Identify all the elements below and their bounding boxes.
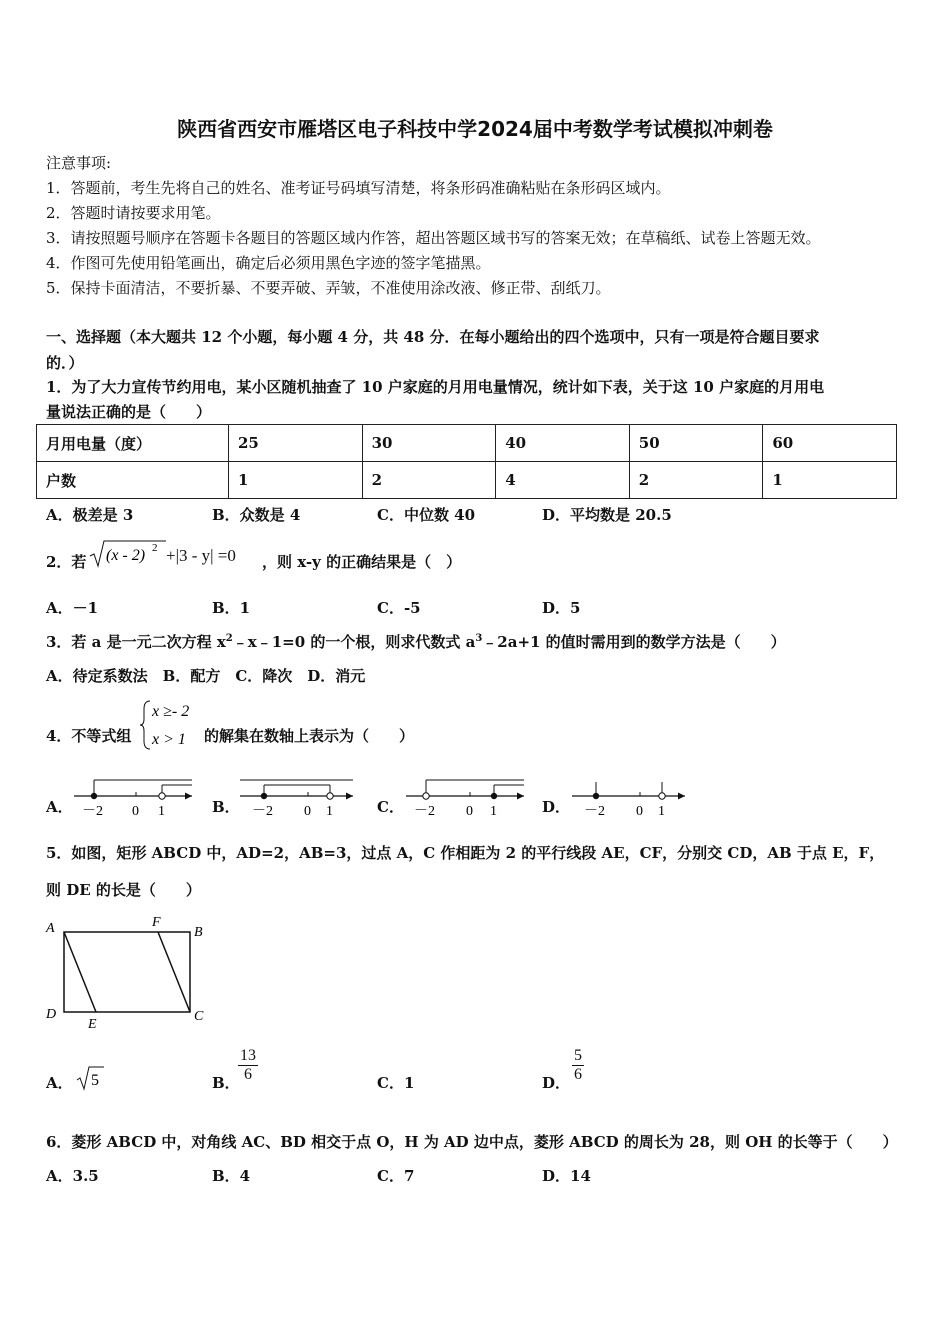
q5-stem: 5．如图，矩形 ABCD 中，AD=2，AB=3，过点 A，C 作相距为 2 的平行线段 AE，CF，分别交 CD，AB 于点 E，F， <box>46 844 885 862</box>
table-cell: 30 <box>362 425 496 462</box>
point-label: B <box>194 925 203 940</box>
q3-options[interactable]: A．待定系数法 B．配方 C．降次 D．消元 <box>46 667 366 685</box>
q4-option-c-label[interactable]: C． <box>377 798 404 816</box>
axis-label: －2 <box>252 804 273 819</box>
q6-option-c[interactable]: C．7 <box>377 1167 415 1185</box>
notice-item: 4．作图可先使用铅笔画出，确定后必须用黑色字迹的签字笔描黑。 <box>46 254 491 272</box>
q3-sup-1: 2 <box>225 633 233 644</box>
q5-option-d-fraction <box>572 1047 584 1084</box>
q4-suffix: 的解集在数轴上表示为（ ） <box>204 727 415 745</box>
notice-item: 3．请按照题号顺序在答题卡各题目的答题区域内作答，超出答题区域书写的答案无效；在草稿纸、试卷上答题无效。 <box>46 229 821 247</box>
q1-stem-cont: 量说法正确的是（ ） <box>46 403 212 421</box>
table-cell: 60 <box>763 425 897 462</box>
q4-prefix: 4．不等式组 <box>46 727 132 745</box>
fraction-numerator: 5 <box>574 1047 582 1064</box>
q5-option-a-sqrt <box>76 1064 106 1092</box>
table-cell: 户数 <box>37 462 229 499</box>
segment-ae <box>64 932 96 1012</box>
q5-option-b[interactable]: B． <box>212 1074 240 1092</box>
q2-prefix: 2．若 <box>46 553 87 571</box>
notice-item: 2．答题时请按要求用笔。 <box>46 204 221 222</box>
q2-option-b[interactable]: B．1 <box>212 599 251 617</box>
axis-label: 0 <box>466 804 473 819</box>
q4-ineq-1: x ≥- 2 <box>152 703 190 720</box>
axis-label: 1 <box>490 804 497 819</box>
q6-stem: 6．菱形 ABCD 中，对角线 AC、BD 相交于点 O，H 为 AD 边中点，菱形 ABCD 的周长为 28，则 OH 的长等于（ ） <box>46 1133 898 1151</box>
point-label: C <box>194 1009 204 1024</box>
axis-label: 0 <box>304 804 311 819</box>
table-cell: 4 <box>496 462 630 499</box>
number-line-c[interactable] <box>400 774 530 820</box>
q2-option-a[interactable]: A．－1 <box>46 599 99 617</box>
q4-option-b-label[interactable]: B． <box>212 798 240 816</box>
fraction-denominator: 6 <box>244 1066 252 1083</box>
q2-suffix: ，则 x-y 的正确结果是（ ） <box>262 553 462 571</box>
q5-stem-cont: 则 DE 的长是（ ） <box>46 881 201 899</box>
q6-option-a[interactable]: A．3.5 <box>46 1167 99 1185</box>
q1-option-d[interactable]: D．平均数是 20.5 <box>542 506 672 524</box>
axis-label: 1 <box>326 804 333 819</box>
rectangle-figure <box>42 910 212 1032</box>
number-line-b[interactable] <box>234 774 359 820</box>
q5-option-a[interactable]: A． <box>46 1074 73 1092</box>
electricity-table <box>36 424 897 499</box>
q1-stem: 1．为了大力宣传节约用电，某小区随机抽查了 10 户家庭的月用电量情况，统计如下表，关于这 10 户家庭的月用电 <box>46 378 825 396</box>
q1-option-c[interactable]: C．中位数 40 <box>377 506 476 524</box>
rectangle-abcd <box>64 932 190 1012</box>
q2-option-d[interactable]: D．5 <box>542 599 581 617</box>
q2-option-c[interactable]: C．-5 <box>377 599 421 617</box>
axis-label: 0 <box>132 804 139 819</box>
fraction-denominator: 6 <box>574 1066 582 1083</box>
table-cell: 40 <box>496 425 630 462</box>
table-row <box>37 462 897 499</box>
q3-text-1: 3．若 a 是一元二次方程 x <box>46 633 226 651</box>
section-heading: 一、选择题（本大题共 12 个小题，每小题 4 分，共 48 分．在每小题给出的四个选项中，只有一项是符合题目要求 <box>46 328 820 346</box>
axis-label: －2 <box>82 804 103 819</box>
q3-stem <box>46 631 786 652</box>
page-title: 陕西省西安市雁塔区电子科技中学2024届中考数学考试模拟冲刺卷 <box>177 117 773 141</box>
q1-option-a[interactable]: A．极差是 3 <box>46 506 134 524</box>
notice-item: 5．保持卡面清洁，不要折暴、不要弄破、弄皱，不准使用涂改液、修正带、刮纸刀。 <box>46 279 611 297</box>
notice-item: 1．答题前，考生先将自己的姓名、准考证号码填写清楚，将条形码准确粘贴在条形码区域内。 <box>46 179 671 197</box>
q4-ineq-2: x > 1 <box>152 731 186 748</box>
q4-option-a-label[interactable]: A． <box>46 798 73 816</box>
q5-option-d[interactable]: D． <box>542 1074 571 1092</box>
point-label: E <box>88 1017 97 1032</box>
q2-radicand: (x - 2) <box>106 547 146 564</box>
q6-option-b[interactable]: B．4 <box>212 1167 251 1185</box>
table-row <box>37 425 897 462</box>
q4-system <box>140 697 210 753</box>
number-line-a[interactable] <box>68 774 198 820</box>
q2-sqrt-expression <box>88 538 168 570</box>
axis-label: 1 <box>158 804 165 819</box>
axis-label: －2 <box>584 804 605 819</box>
q5-option-a-radicand: 5 <box>91 1072 99 1089</box>
table-cell: 1 <box>229 462 363 499</box>
number-line-d[interactable] <box>566 774 691 820</box>
table-cell: 50 <box>629 425 763 462</box>
q3-text-2: ﹣x﹣1=0 的一个根，则求代数式 a <box>232 633 476 651</box>
axis-label: 1 <box>658 804 665 819</box>
q4-option-d-label[interactable]: D． <box>542 798 571 816</box>
q2-abs-part: +|3 - y| =0 <box>166 546 236 565</box>
brace-icon <box>140 701 150 749</box>
axis-label: －2 <box>414 804 435 819</box>
table-cell: 月用电量（度） <box>37 425 229 462</box>
q3-text-3: ﹣2a+1 的值时需用到的数学方法是（ ） <box>482 633 786 651</box>
table-cell: 2 <box>362 462 496 499</box>
segment-cf <box>158 932 190 1012</box>
point-label: F <box>152 915 161 930</box>
point-label: A <box>46 921 55 936</box>
q5-option-b-fraction <box>238 1047 258 1084</box>
table-cell: 25 <box>229 425 363 462</box>
q3-sup-2: 3 <box>475 633 483 644</box>
point-label: D <box>46 1007 57 1022</box>
q2-exponent: 2 <box>152 542 158 554</box>
axis-label: 0 <box>636 804 643 819</box>
notice-heading: 注意事项: <box>46 154 112 172</box>
table-cell: 1 <box>763 462 897 499</box>
q6-option-d[interactable]: D．14 <box>542 1167 591 1185</box>
q1-option-b[interactable]: B．众数是 4 <box>212 506 301 524</box>
fraction-numerator: 13 <box>240 1047 256 1064</box>
section-heading-cont: 的．） <box>46 354 84 372</box>
q5-option-c[interactable]: C．1 <box>377 1074 415 1092</box>
table-cell: 2 <box>629 462 763 499</box>
